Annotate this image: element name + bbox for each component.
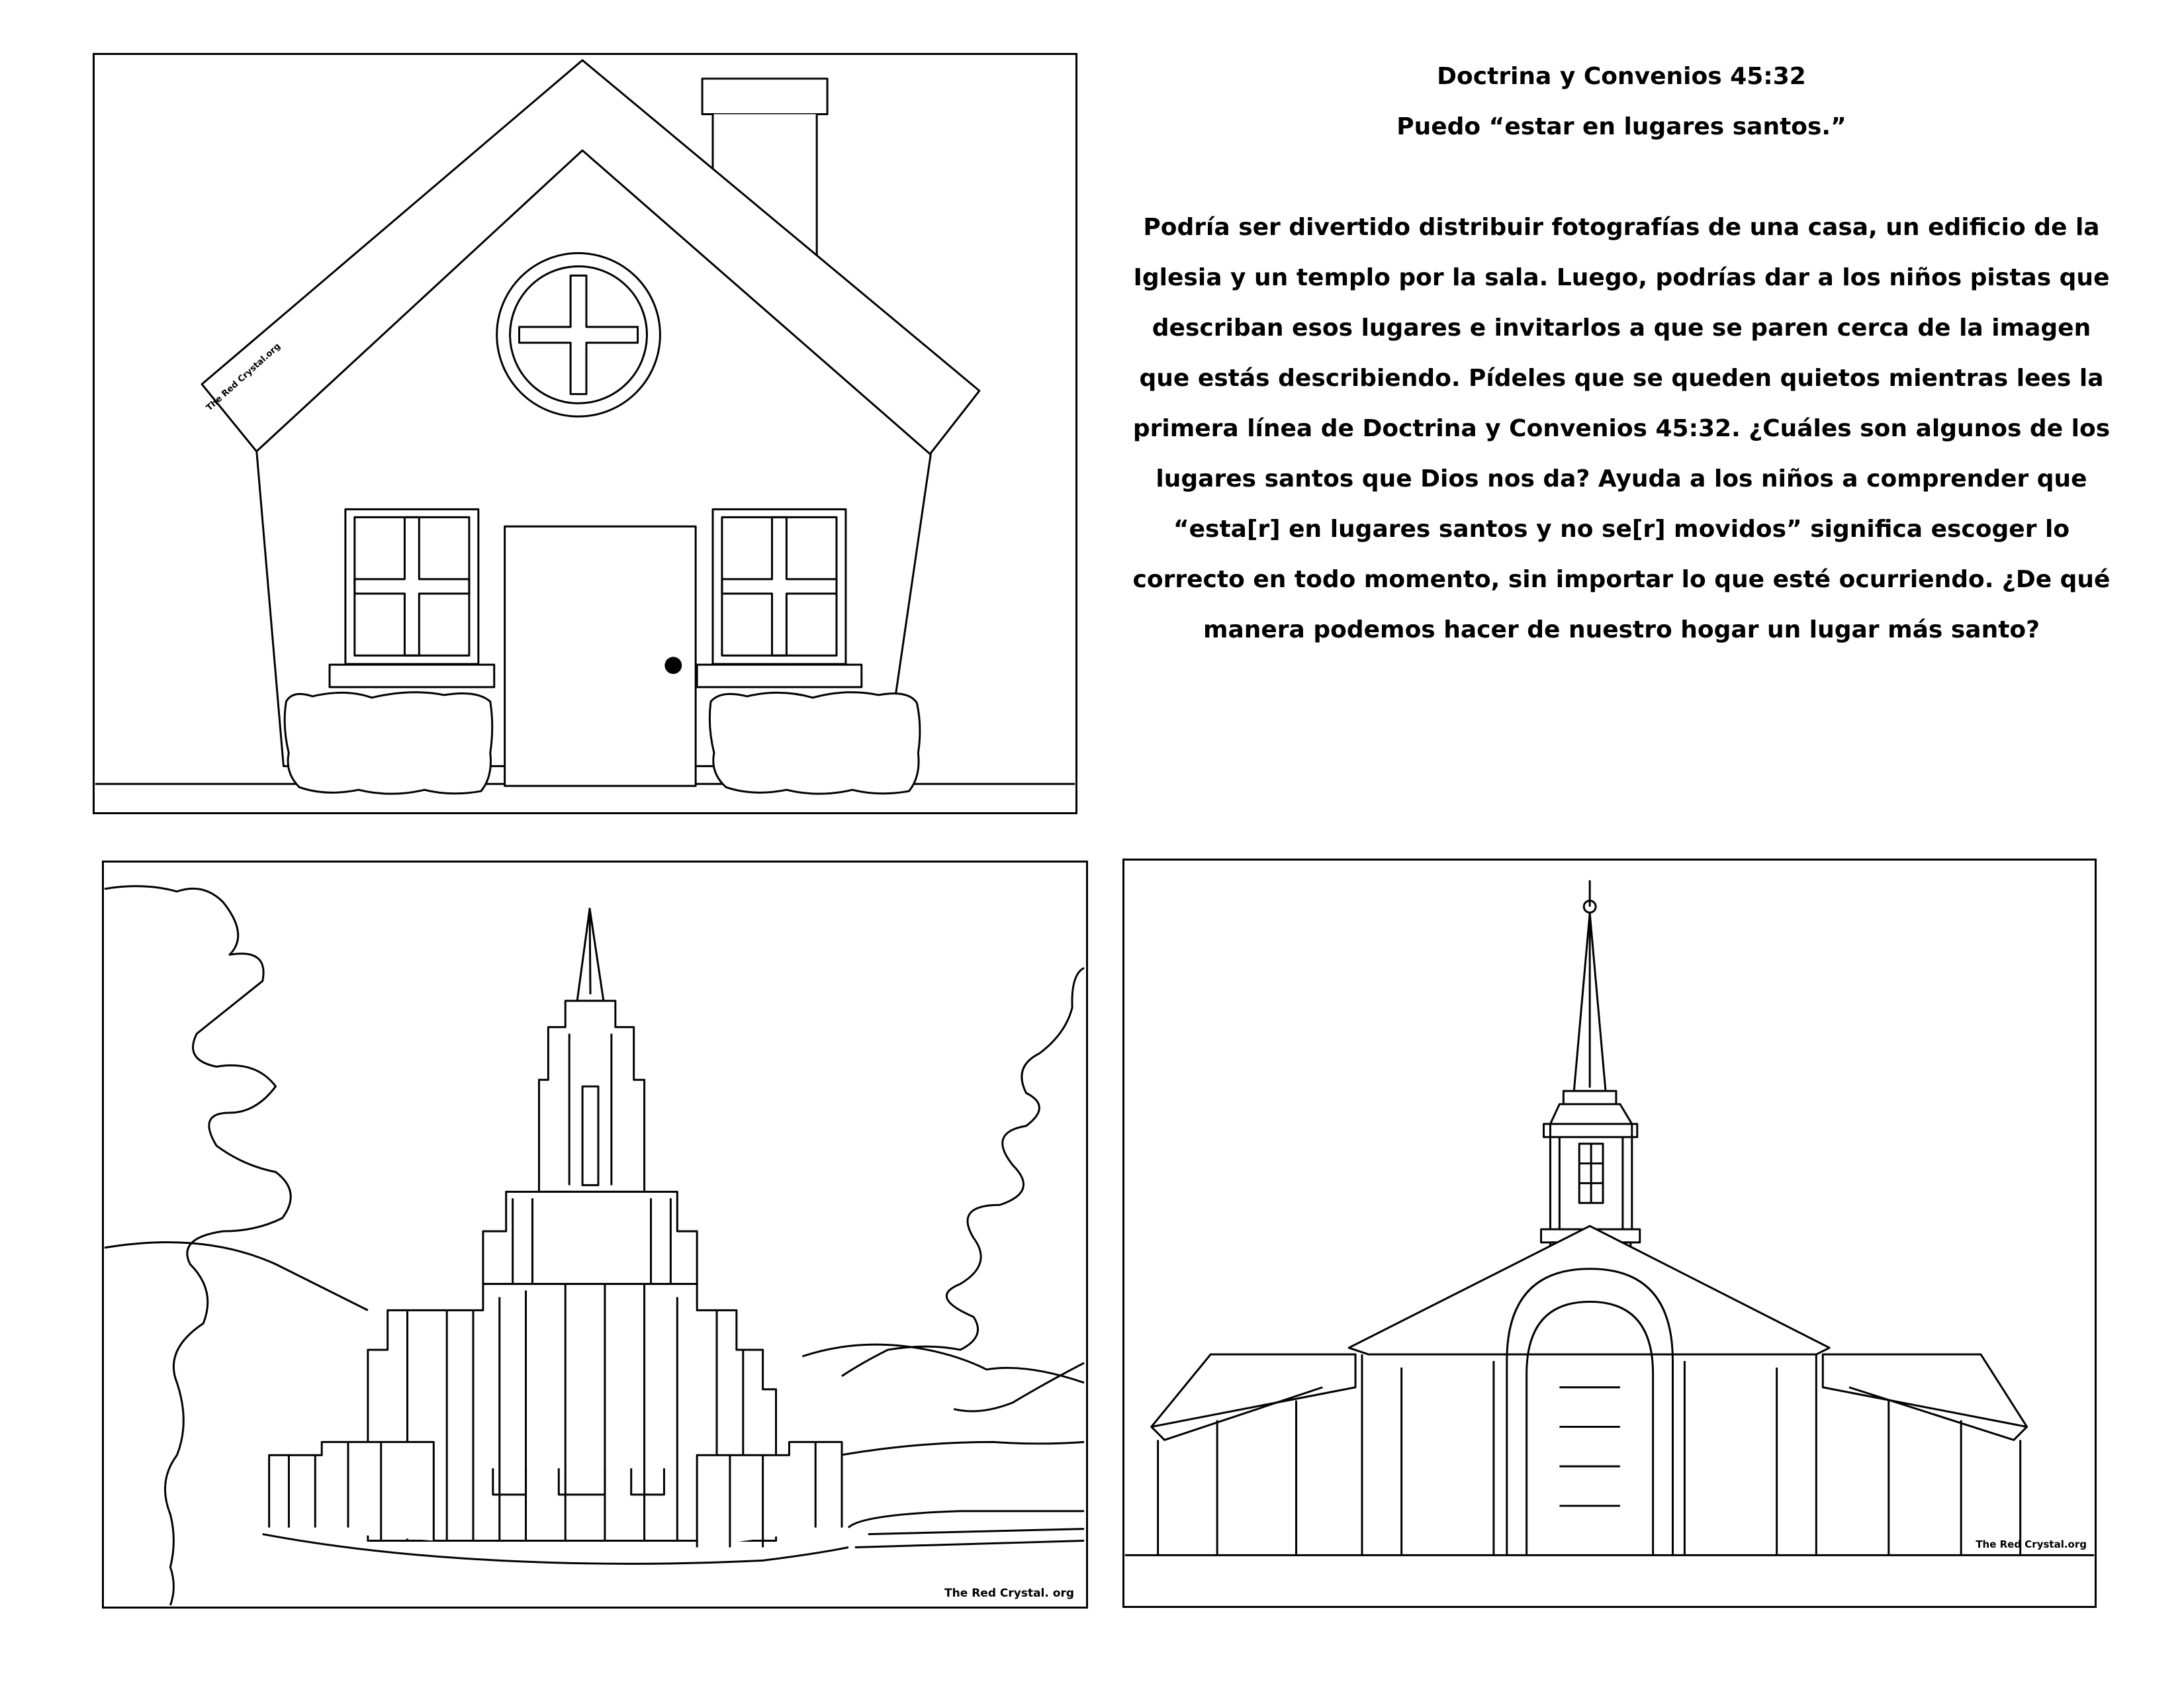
main-walls xyxy=(1362,1354,1816,1555)
body-line: manera podemos hacer de nuestro hogar un lugar más santo? xyxy=(1203,616,2040,643)
right-bush xyxy=(709,692,920,794)
round-window xyxy=(497,253,660,416)
temple-watermark: The Red Crystal. org xyxy=(944,1587,1074,1600)
body-line: correcto en todo momento, sin importar lo que esté ocurriendo. ¿De qué xyxy=(1132,566,2111,593)
left-tree-outline xyxy=(105,886,291,1605)
distant-path xyxy=(822,1442,1084,1458)
body-line: “esta[r] en lugares santos y no se[r] movidos” significa escoger lo xyxy=(1173,516,2070,543)
body-line: Podría ser divertido distribuir fotografías de una casa, un edificio de la xyxy=(1143,214,2100,241)
path-middle xyxy=(868,1529,1084,1534)
door-knob xyxy=(664,657,682,674)
temple-coloring-panel xyxy=(102,861,1088,1609)
temple-tower xyxy=(539,1001,644,1192)
right-tree-outline xyxy=(842,968,1084,1376)
body-line: que estás describiendo. Pídeles que se queden quietos mientras lees la xyxy=(1139,365,2104,392)
house-roof xyxy=(202,60,979,454)
path-bottom xyxy=(855,1541,1084,1548)
body-line: lugares santos que Dios nos da? Ayuda a los niños a comprender que xyxy=(1156,465,2087,492)
left-wing xyxy=(269,1442,434,1540)
chimney-cap xyxy=(702,79,827,115)
wing-pilasters xyxy=(1217,1401,1961,1556)
right-hill-line xyxy=(954,1363,1084,1411)
heading xyxy=(1125,52,2118,152)
spire-base xyxy=(1563,1091,1616,1104)
body-line: primera línea de Doctrina y Convenios 45:32. ¿Cuáles son algunos de los xyxy=(1132,415,2111,442)
wall-pilasters xyxy=(1402,1361,1777,1555)
wing-walls xyxy=(1158,1440,2021,1555)
right-hill xyxy=(802,1344,1084,1383)
left-bush xyxy=(285,692,492,794)
temple-mid-tier xyxy=(483,1192,697,1284)
chapel-coloring-panel xyxy=(1122,859,2097,1608)
left-wing-roof xyxy=(1152,1354,1355,1427)
temple-drawing xyxy=(104,863,1086,1607)
arch-lines xyxy=(1559,1387,1620,1506)
house-drawing xyxy=(95,55,1075,812)
chapel-watermark: The Red Crystal.org xyxy=(1976,1538,2087,1550)
right-wing xyxy=(697,1442,842,1547)
chapel-drawing xyxy=(1124,861,2095,1606)
front-door xyxy=(505,526,696,786)
lesson-subtitle: Puedo “estar en lugares santos.” xyxy=(1396,113,1846,140)
path-top xyxy=(848,1511,1084,1528)
right-wing-roof xyxy=(1823,1354,2026,1427)
chapel-main-roof xyxy=(1349,1226,1829,1354)
lesson-text xyxy=(1125,52,2118,655)
scripture-reference: Doctrina y Convenios 45:32 xyxy=(1437,63,1806,90)
lesson-body xyxy=(1125,203,2118,655)
house-coloring-panel xyxy=(93,53,1077,814)
body-line: describan esos lugares e invitarlos a que se paren cerca de la imagen xyxy=(1152,314,2091,342)
body-line: Iglesia y un templo por la sala. Luego, podrías dar a los niños pistas que xyxy=(1133,264,2110,291)
left-hill xyxy=(105,1243,368,1311)
house-watermark: The Red Crystal.org xyxy=(205,341,283,414)
